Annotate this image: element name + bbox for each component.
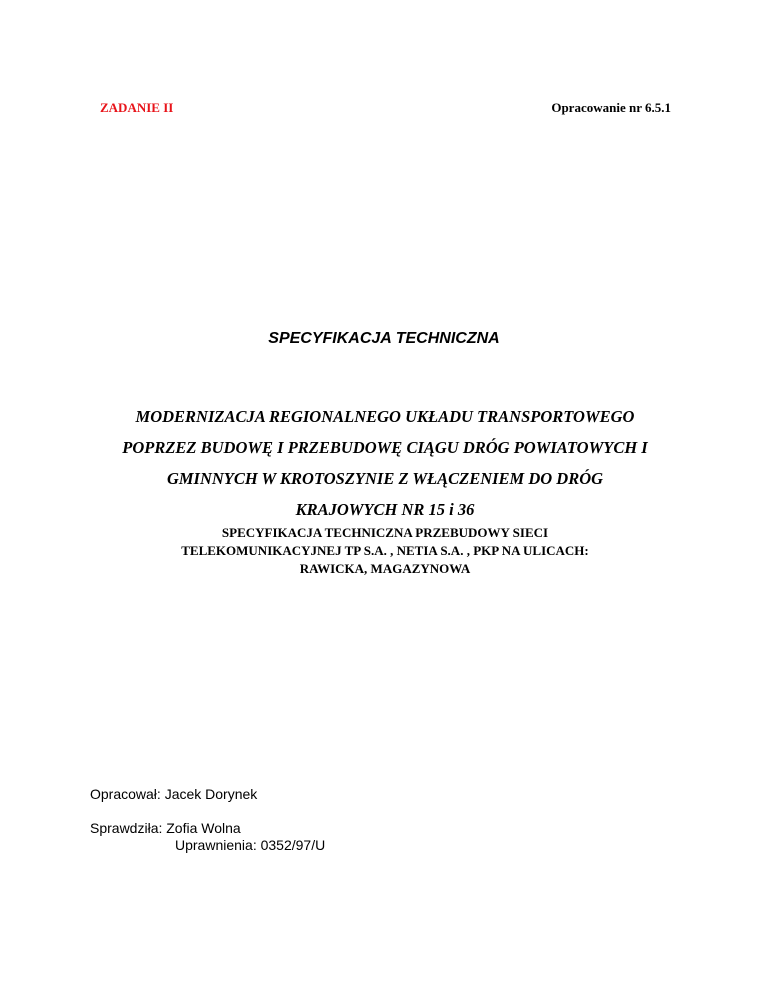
project-title [95,401,675,525]
project-title-line: POPRZEZ BUDOWĘ I PRZEBUDOWĘ CIĄGU DRÓG POWIATOWYCH I [122,438,648,457]
project-title-line: GMINNYCH W KROTOSZYNIE Z WŁĄCZENIEM DO DRÓG [166,469,604,488]
author-signature: Opracował: Jacek Dorynek [90,786,258,802]
document-number: Opracowanie nr 6.5.1 [551,100,671,115]
specification-subtitle [100,524,670,578]
task-label: ZADANIE II [100,100,174,115]
project-title-line: MODERNIZACJA REGIONALNEGO UKŁADU TRANSPORTOWEGO [135,407,635,426]
subtitle-line: TELEKOMUNIKACYJNEJ TP S.A. , NETIA S.A. , PKP NA ULICACH: [181,543,589,558]
subtitle-line: SPECYFIKACJA TECHNICZNA PRZEBUDOWY SIECI [221,525,549,540]
subtitle-line: RAWICKA, MAGAZYNOWA [299,561,471,576]
project-title-line: KRAJOWYCH NR 15 i 36 [295,500,475,519]
checker-signature: Sprawdziła: Zofia Wolna [90,820,241,836]
specification-title: SPECYFIKACJA TECHNICZNA [268,330,500,347]
license-number: Uprawnienia: 0352/97/U [175,837,326,853]
